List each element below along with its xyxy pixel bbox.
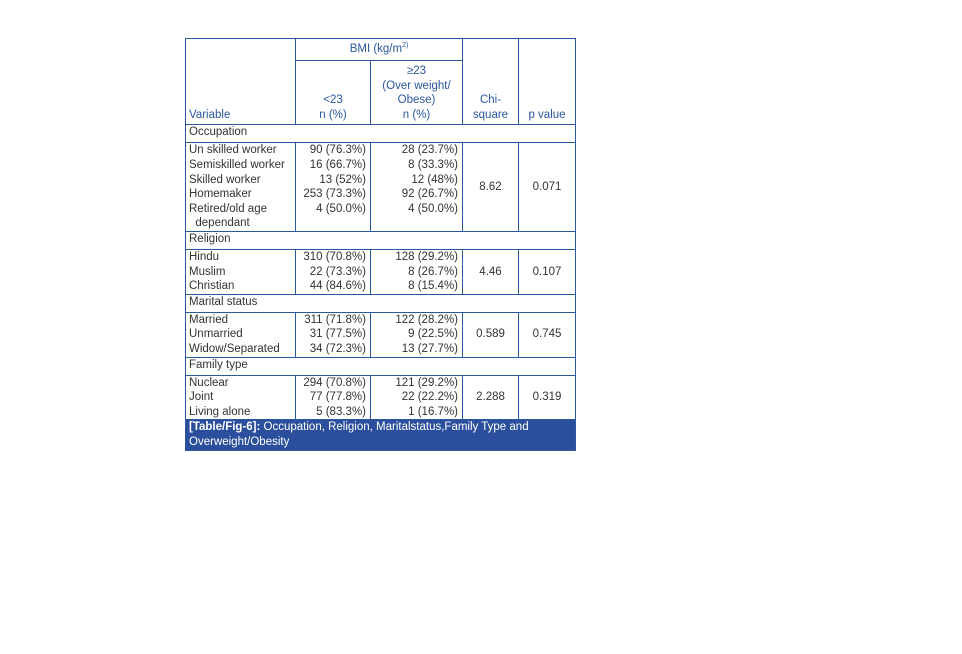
high-line: 122 (28.2%) [395,313,458,326]
variable-cell [186,143,296,232]
section-header-row [186,231,576,249]
bmi-low-cell [296,249,371,294]
section-header-row [186,125,576,143]
bmi-low-cell [296,143,371,232]
labels-line: Muslim [189,265,226,278]
chi-square-cell: 0.589 [463,312,519,357]
high-line: 12 (48%) [411,173,458,186]
header-bmi-group: BMI ($kg/m^{2)}$ [296,39,463,61]
table-body [186,125,576,420]
caption-label: [Table/Fig-6]: [189,421,261,434]
p-value-cell: 0.745 [519,312,576,357]
high-line: 9 (22.5%) [408,328,458,341]
p-value-cell: 0.107 [519,249,576,294]
labels-line: Nuclear [189,376,229,389]
bmi-low-cell [296,375,371,420]
low-line: 90 (76.3%) [309,144,366,157]
high-line: 4 (50.0%) [408,202,458,215]
low-line: 310 (70.8%) [303,250,366,263]
low-line: 22 (73.3%) [309,265,366,278]
chi-square-cell: 2.288 [463,375,519,420]
high-line: 121 (29.2%) [395,376,458,389]
high-line: 128 (29.2%) [395,250,458,263]
section-title: Marital status [186,294,576,312]
header-bmi-high: ≥23 (Over weight/ Obese) n (%) [371,61,463,125]
chi-square-cell: 4.46 [463,249,519,294]
high-line: 92 (26.7%) [401,188,458,201]
chi-square-cell: 8.62 [463,143,519,232]
variable-cell [186,375,296,420]
table-row [186,249,576,294]
low-line: 34 (72.3%) [309,342,366,355]
table-row [186,375,576,420]
low-line: 77 (77.8%) [309,391,366,404]
labels-line: Joint [189,391,214,404]
high-line: 13 (27.7%) [401,342,458,355]
header-variable: Variable [186,39,296,125]
section-header-row [186,294,576,312]
low-line: 31 (77.5%) [309,328,366,341]
bmi-high-cell [371,249,463,294]
results-table [185,38,576,451]
labels-line: Hindu [189,250,220,263]
caption-text: Occupation, Religion, Maritalstatus,Family Type and Overweight/Obesity [189,421,529,449]
header-bmi-low: <23 n (%) [296,61,371,125]
bmi-high-cell [371,143,463,232]
bmi-high-cell [371,375,463,420]
labels-line: Married [189,313,228,326]
low-line: 294 (70.8%) [303,376,366,389]
labels-line: dependant [189,217,250,230]
section-header-row [186,357,576,375]
section-title: Occupation [186,125,576,143]
table-row [186,143,576,232]
low-line: 13 (52%) [319,173,366,186]
labels-line: Widow/Separated [189,342,280,355]
labels-line: Homemaker [189,188,252,201]
variable-cell [186,249,296,294]
labels-line: Unmarried [189,328,243,341]
labels-line: Retired/old age [189,202,267,215]
labels-line: Christian [189,280,235,293]
p-value-cell: 0.071 [519,143,576,232]
section-title: Religion [186,231,576,249]
bmi-low-cell [296,312,371,357]
p-value-cell: 0.319 [519,375,576,420]
bmi-high-cell [371,312,463,357]
section-title: Family type [186,357,576,375]
high-line: 8 (33.3%) [408,158,458,171]
variable-cell [186,312,296,357]
low-line: 44 (84.6%) [309,280,366,293]
high-line: 8 (26.7%) [408,265,458,278]
labels-line: Living alone [189,405,251,418]
high-line: 22 (22.2%) [401,391,458,404]
table-caption [186,420,576,451]
low-line: 16 (66.7%) [309,158,366,171]
header-p-value: p value [519,39,576,125]
labels-line: Semiskilled worker [189,158,285,171]
labels-line: Un skilled worker [189,144,277,157]
low-line: 4 (50.0%) [316,202,366,215]
high-line: 28 (23.7%) [401,144,458,157]
high-line: 8 (15.4%) [408,280,458,293]
low-line: 5 (83.3%) [316,405,366,418]
low-line: 253 (73.3%) [303,188,366,201]
low-line: 311 (71.8%) [304,313,366,326]
high-line: 1 (16.7%) [408,405,458,418]
labels-line: Skilled worker [189,173,261,186]
header-chi-square: Chi- square [463,39,519,125]
table-row [186,312,576,357]
